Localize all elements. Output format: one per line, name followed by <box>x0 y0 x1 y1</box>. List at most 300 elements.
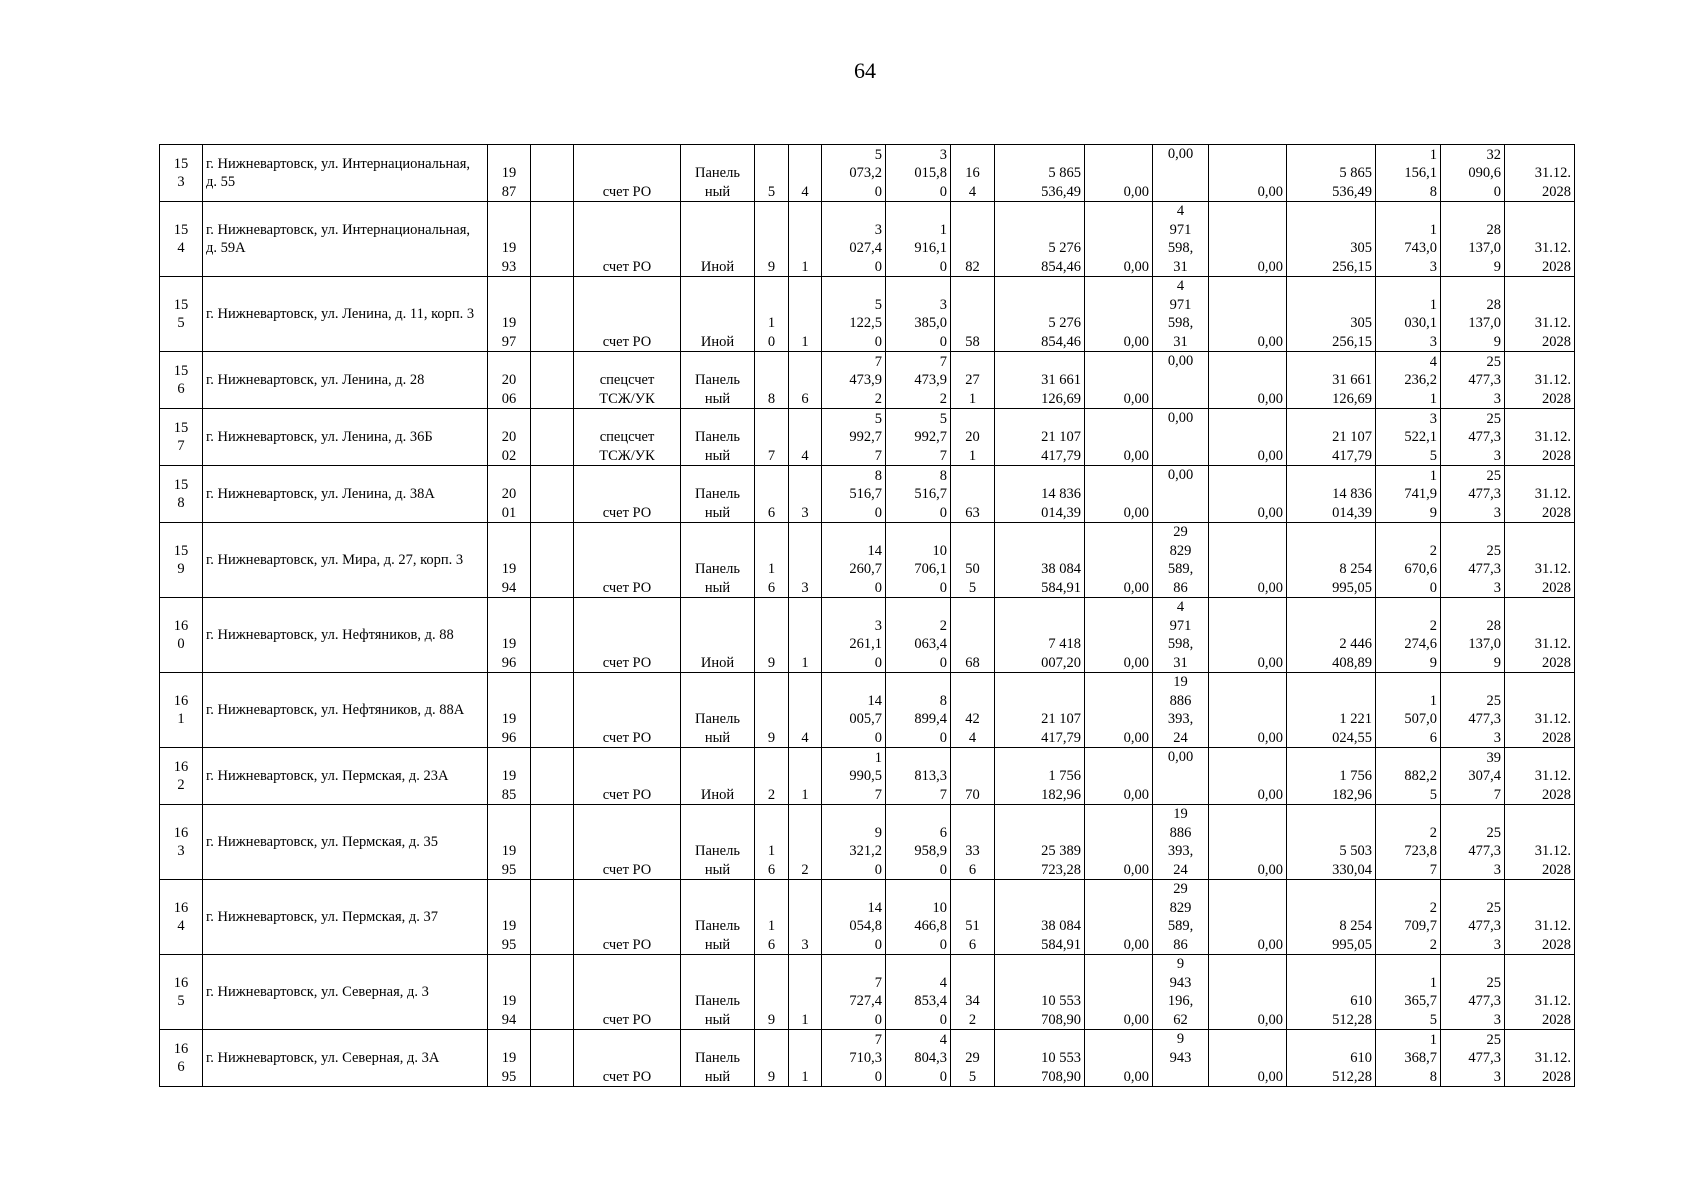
cell-value: 63 <box>965 504 980 521</box>
cell-blank <box>531 748 574 805</box>
cell-cost-a <box>1085 880 1153 955</box>
cell-cost-a <box>1085 1030 1153 1087</box>
cell-value: 7 473,9 2 <box>849 353 882 407</box>
cell-area-total <box>822 523 886 598</box>
cell-deadline <box>1505 277 1575 352</box>
cell-limit-cost <box>1441 352 1505 409</box>
cell-value: 16 2 <box>173 758 189 793</box>
cell-value: 0,00 <box>1257 447 1283 464</box>
cell-value: 21 107 417,79 <box>1041 711 1081 746</box>
cell-value: 1 <box>801 1068 809 1085</box>
table-row <box>160 598 1575 673</box>
cell-value: счет РО <box>602 1011 652 1028</box>
cell-limit-cost <box>1441 955 1505 1030</box>
cell-value: счет РО <box>602 936 652 953</box>
cell-material <box>681 748 755 805</box>
cell-value: 32 090,6 0 <box>1468 146 1501 200</box>
cell-deadline <box>1505 409 1575 466</box>
cell-no <box>160 1030 203 1087</box>
cell-value: 14 054,8 0 <box>849 899 882 953</box>
cell-value: 4 971 598, 31 <box>1167 278 1194 350</box>
cell-value: 6 <box>767 504 776 521</box>
cell-value: г. Нижневартовск, ул. Нефтяников, д. 88А <box>206 701 465 718</box>
cell-area-total <box>822 1030 886 1087</box>
cell-value: счет РО <box>602 1068 652 1085</box>
cell-cost-d <box>1287 1030 1376 1087</box>
cell-year <box>488 955 531 1030</box>
cell-residents <box>951 466 995 523</box>
cell-area-living <box>886 202 951 277</box>
cell-value: 0,00 <box>1123 1068 1149 1085</box>
cell-value: г. Нижневартовск, ул. Северная, д. 3А <box>206 1049 440 1066</box>
cell-residents <box>951 673 995 748</box>
cell-value: 16 6 <box>173 1040 189 1075</box>
cell-value: 9 943 <box>1169 1031 1192 1066</box>
cell-area-living <box>886 466 951 523</box>
cell-area-living <box>886 805 951 880</box>
cell-value: 1 368,7 8 <box>1404 1031 1437 1085</box>
cell-blank <box>531 409 574 466</box>
cell-value: 1 <box>801 786 809 803</box>
cell-value: 39 307,4 7 <box>1468 749 1501 803</box>
cell-address <box>203 598 488 673</box>
cell-value: 0,00 <box>1123 390 1149 407</box>
cell-value: 19 87 <box>501 165 517 200</box>
cell-value: спецсчет ТСЖ/УК <box>599 372 655 407</box>
cell-value: 31.12. 2028 <box>1534 636 1571 671</box>
table-row <box>160 277 1575 352</box>
cell-residents <box>951 805 995 880</box>
cell-value: 0,00 <box>1123 504 1149 521</box>
cell-cost-b <box>1153 202 1209 277</box>
cell-area-total <box>822 409 886 466</box>
cell-value: 31.12. 2028 <box>1534 993 1571 1028</box>
cell-value: 5 865 536,49 <box>1332 165 1372 200</box>
cell-fund <box>574 409 681 466</box>
cell-value: 1 741,9 9 <box>1404 467 1437 521</box>
cell-cost-d <box>1287 466 1376 523</box>
table-row <box>160 880 1575 955</box>
cell-area-living <box>886 748 951 805</box>
cell-cost-a <box>1085 955 1153 1030</box>
cell-cost-total <box>995 955 1085 1030</box>
cell-value: 3 015,8 0 <box>914 146 947 200</box>
cell-area-total <box>822 202 886 277</box>
cell-cost-c <box>1209 598 1287 673</box>
cell-value: 31.12. 2028 <box>1534 165 1571 200</box>
cell-year <box>488 409 531 466</box>
cell-value: 50 5 <box>965 561 980 596</box>
cell-value: 38 084 584,91 <box>1041 561 1081 596</box>
cell-cost-b <box>1153 466 1209 523</box>
cell-value: г. Нижневартовск, ул. Пермская, д. 23А <box>206 767 449 784</box>
cell-unit-cost <box>1376 409 1441 466</box>
cell-area-total <box>822 598 886 673</box>
cell-value: 16 0 <box>173 617 189 652</box>
cell-value: 10 553 708,90 <box>1041 1050 1081 1085</box>
cell-value: г. Нижневартовск, ул. Ленина, д. 11, корп. 3 <box>206 305 475 322</box>
cell-deadline <box>1505 880 1575 955</box>
cell-unit-cost <box>1376 352 1441 409</box>
cell-floors <box>755 598 789 673</box>
cell-deadline <box>1505 673 1575 748</box>
cell-value: 0,00 <box>1123 579 1149 596</box>
table-row <box>160 1030 1575 1087</box>
cell-value: 19 93 <box>501 240 517 275</box>
cell-value: 8 899,4 0 <box>914 692 947 746</box>
cell-value: г. Нижневартовск, ул. Северная, д. 3 <box>206 983 429 1000</box>
cell-area-living <box>886 598 951 673</box>
table-row <box>160 409 1575 466</box>
cell-entrances <box>789 673 822 748</box>
cell-entrances <box>789 880 822 955</box>
cell-floors <box>755 805 789 880</box>
cell-address <box>203 352 488 409</box>
cell-value: 14 005,7 0 <box>849 692 882 746</box>
cell-value: 16 5 <box>173 974 189 1009</box>
cell-value: 25 477,3 3 <box>1468 542 1501 596</box>
cell-value: Панель ный <box>695 993 740 1028</box>
cell-value: 15 8 <box>173 476 189 511</box>
cell-value: 0,00 <box>1123 258 1149 275</box>
cell-area-total <box>822 145 886 202</box>
cell-address <box>203 145 488 202</box>
cell-limit-cost <box>1441 598 1505 673</box>
cell-value: 0,00 <box>1257 390 1283 407</box>
cell-value: 882,2 5 <box>1404 768 1437 803</box>
cell-deadline <box>1505 805 1575 880</box>
cell-entrances <box>789 466 822 523</box>
cell-value: 19 95 <box>501 1050 517 1085</box>
cell-value: 0,00 <box>1123 936 1149 953</box>
cell-value: 1 <box>801 654 809 671</box>
cell-value: 14 836 014,39 <box>1332 486 1372 521</box>
cell-value: г. Нижневартовск, ул. Ленина, д. 36Б <box>206 428 433 445</box>
cell-value: 1 221 024,55 <box>1332 711 1372 746</box>
cell-cost-b <box>1153 1030 1209 1087</box>
cell-cost-a <box>1085 598 1153 673</box>
cell-value: 0,00 <box>1123 654 1149 671</box>
cell-limit-cost <box>1441 805 1505 880</box>
cell-value: 305 256,15 <box>1332 240 1372 275</box>
cell-material <box>681 805 755 880</box>
cell-fund <box>574 880 681 955</box>
cell-value: 38 084 584,91 <box>1041 918 1081 953</box>
cell-value: 31.12. 2028 <box>1534 918 1571 953</box>
cell-cost-a <box>1085 523 1153 598</box>
cell-value: 7 473,9 2 <box>914 353 947 407</box>
cell-value: счет РО <box>602 504 652 521</box>
cell-deadline <box>1505 748 1575 805</box>
cell-value: 0,00 <box>1257 504 1283 521</box>
cell-value: 4 <box>801 183 809 200</box>
cell-material <box>681 955 755 1030</box>
cell-deadline <box>1505 1030 1575 1087</box>
cell-cost-a <box>1085 277 1153 352</box>
cell-residents <box>951 598 995 673</box>
cell-year <box>488 523 531 598</box>
cell-value: 1 156,1 8 <box>1404 146 1437 200</box>
cell-value: 31.12. 2028 <box>1534 315 1571 350</box>
cell-value: 0,00 <box>1123 447 1149 464</box>
cell-value: 1 365,7 5 <box>1404 974 1437 1028</box>
cell-limit-cost <box>1441 145 1505 202</box>
cell-value: 19 886 393, 24 <box>1167 806 1194 878</box>
cell-value: 0,00 <box>1257 729 1283 746</box>
cell-value: 0,00 <box>1257 1068 1283 1085</box>
cell-value: счет РО <box>602 579 652 596</box>
cell-value: 610 512,28 <box>1332 1050 1372 1085</box>
cell-value: г. Нижневартовск, ул. Пермская, д. 37 <box>206 908 438 925</box>
cell-address <box>203 523 488 598</box>
cell-residents <box>951 955 995 1030</box>
cell-value: 1 916,1 0 <box>914 221 947 275</box>
cell-value: 2 709,7 2 <box>1404 899 1437 953</box>
cell-cost-a <box>1085 202 1153 277</box>
cell-address <box>203 1030 488 1087</box>
cell-floors <box>755 145 789 202</box>
cell-deadline <box>1505 523 1575 598</box>
cell-value: 19 94 <box>501 561 517 596</box>
cell-cost-b <box>1153 880 1209 955</box>
cell-no <box>160 409 203 466</box>
cell-value: 7 727,4 0 <box>849 974 882 1028</box>
cell-unit-cost <box>1376 466 1441 523</box>
cell-value: 25 477,3 3 <box>1468 410 1501 464</box>
cell-value: 0,00 <box>1123 183 1149 200</box>
cell-value: 1 743,0 3 <box>1404 221 1437 275</box>
cell-entrances <box>789 1030 822 1087</box>
cell-cost-a <box>1085 748 1153 805</box>
cell-cost-d <box>1287 880 1376 955</box>
cell-area-living <box>886 277 951 352</box>
cell-value: 0,00 <box>1257 786 1283 803</box>
cell-value: 27 1 <box>965 372 980 407</box>
cell-value: 4 971 598, 31 <box>1167 599 1194 671</box>
cell-value: 15 7 <box>173 419 189 454</box>
cell-value: Панель ный <box>695 486 740 521</box>
cell-value: 0,00 <box>1257 861 1283 878</box>
cell-unit-cost <box>1376 805 1441 880</box>
cell-no <box>160 955 203 1030</box>
cell-value: 0,00 <box>1167 353 1194 369</box>
cell-unit-cost <box>1376 145 1441 202</box>
cell-value: 3 027,4 0 <box>849 221 882 275</box>
cell-value: 1 6 <box>767 843 776 878</box>
cell-value: 31.12. 2028 <box>1534 1050 1571 1085</box>
cell-value: 5 276 854,46 <box>1041 315 1081 350</box>
cell-year <box>488 748 531 805</box>
cell-value: 0,00 <box>1257 258 1283 275</box>
cell-cost-c <box>1209 748 1287 805</box>
cell-material <box>681 1030 755 1087</box>
cell-address <box>203 880 488 955</box>
cell-value: 4 <box>801 729 809 746</box>
cell-cost-total <box>995 598 1085 673</box>
cell-fund <box>574 352 681 409</box>
cell-cost-b <box>1153 598 1209 673</box>
cell-value: 19 97 <box>501 315 517 350</box>
page-number: 64 <box>854 58 876 83</box>
table-row <box>160 523 1575 598</box>
cell-value: Иной <box>700 654 735 671</box>
cell-blank <box>531 277 574 352</box>
cell-value: 2 446 408,89 <box>1332 636 1372 671</box>
cell-area-total <box>822 880 886 955</box>
cell-value: 31.12. 2028 <box>1534 240 1571 275</box>
cell-blank <box>531 955 574 1030</box>
cell-no <box>160 352 203 409</box>
cell-value: 3 385,0 0 <box>914 296 947 350</box>
cell-value: 0,00 <box>1167 146 1194 162</box>
cell-year <box>488 673 531 748</box>
cell-value: 7 418 007,20 <box>1041 636 1081 671</box>
cell-value: 4 <box>801 447 809 464</box>
cell-limit-cost <box>1441 409 1505 466</box>
cell-cost-d <box>1287 202 1376 277</box>
cell-value: г. Нижневартовск, ул. Интернациональная, д. 55 <box>206 155 471 190</box>
cell-fund <box>574 673 681 748</box>
cell-no <box>160 523 203 598</box>
cell-year <box>488 1030 531 1087</box>
cell-cost-total <box>995 352 1085 409</box>
cell-value: 29 5 <box>965 1050 980 1085</box>
cell-blank <box>531 598 574 673</box>
cell-value: 31.12. 2028 <box>1534 711 1571 746</box>
cell-value: 25 477,3 3 <box>1468 1031 1501 1085</box>
cell-material <box>681 145 755 202</box>
cell-cost-total <box>995 202 1085 277</box>
cell-limit-cost <box>1441 202 1505 277</box>
cell-value: Иной <box>700 786 735 803</box>
cell-area-total <box>822 748 886 805</box>
cell-value: 7 <box>767 447 776 464</box>
cell-cost-c <box>1209 955 1287 1030</box>
cell-value: г. Нижневартовск, ул. Пермская, д. 35 <box>206 833 438 850</box>
cell-fund <box>574 805 681 880</box>
cell-value: 33 6 <box>965 843 980 878</box>
cell-year <box>488 145 531 202</box>
cell-fund <box>574 1030 681 1087</box>
cell-material <box>681 409 755 466</box>
cell-value: 1 <box>801 333 809 350</box>
cell-area-living <box>886 352 951 409</box>
cell-value: 21 107 417,79 <box>1041 429 1081 464</box>
cell-material <box>681 466 755 523</box>
cell-deadline <box>1505 145 1575 202</box>
cell-fund <box>574 277 681 352</box>
cell-value: 1 756 182,96 <box>1332 768 1372 803</box>
cell-entrances <box>789 748 822 805</box>
cell-value: 20 1 <box>965 429 980 464</box>
cell-value: 2 <box>801 861 809 878</box>
cell-area-total <box>822 805 886 880</box>
cell-residents <box>951 880 995 955</box>
cell-value: 58 <box>965 333 980 350</box>
cell-residents <box>951 1030 995 1087</box>
cell-cost-d <box>1287 673 1376 748</box>
cell-value: 5 276 854,46 <box>1041 240 1081 275</box>
cell-cost-total <box>995 748 1085 805</box>
cell-value: 19 94 <box>501 993 517 1028</box>
cell-value: 20 06 <box>501 372 517 407</box>
table-row <box>160 955 1575 1030</box>
cell-value: 20 01 <box>501 486 517 521</box>
cell-value: 0,00 <box>1257 183 1283 200</box>
cell-cost-total <box>995 880 1085 955</box>
cell-material <box>681 352 755 409</box>
cell-cost-c <box>1209 805 1287 880</box>
cell-value: 0,00 <box>1123 333 1149 350</box>
cell-entrances <box>789 277 822 352</box>
cell-value: 1 507,0 6 <box>1404 692 1437 746</box>
cell-address <box>203 955 488 1030</box>
cell-area-living <box>886 880 951 955</box>
cell-value: 8 516,7 0 <box>849 467 882 521</box>
cell-value: 16 4 <box>173 899 189 934</box>
cell-residents <box>951 352 995 409</box>
cell-value: счет РО <box>602 786 652 803</box>
cell-cost-d <box>1287 352 1376 409</box>
cell-cost-b <box>1153 805 1209 880</box>
cell-value: г. Нижневартовск, ул. Ленина, д. 28 <box>206 371 425 388</box>
cell-cost-a <box>1085 805 1153 880</box>
cell-value: счет РО <box>602 183 652 200</box>
cell-value: 1 0 <box>767 315 776 350</box>
cell-residents <box>951 277 995 352</box>
cell-value: 31.12. 2028 <box>1534 843 1571 878</box>
cell-value: Панель ный <box>695 843 740 878</box>
cell-unit-cost <box>1376 673 1441 748</box>
cell-value: Иной <box>700 258 735 275</box>
cell-address <box>203 466 488 523</box>
cell-year <box>488 466 531 523</box>
cell-value: 31 661 126,69 <box>1332 372 1372 407</box>
cell-value: 82 <box>965 258 980 275</box>
cell-floors <box>755 880 789 955</box>
cell-value: 0,00 <box>1257 1011 1283 1028</box>
cell-cost-c <box>1209 409 1287 466</box>
cell-deadline <box>1505 466 1575 523</box>
cell-value: 0,00 <box>1257 936 1283 953</box>
cell-unit-cost <box>1376 523 1441 598</box>
cell-fund <box>574 466 681 523</box>
cell-value: 28 137,0 9 <box>1468 296 1501 350</box>
cell-cost-d <box>1287 955 1376 1030</box>
cell-limit-cost <box>1441 466 1505 523</box>
cell-value: 9 <box>767 1068 776 1085</box>
cell-value: 15 6 <box>173 362 189 397</box>
cell-value: 7 710,3 0 <box>849 1031 882 1085</box>
cell-value: 305 256,15 <box>1332 315 1372 350</box>
cell-residents <box>951 145 995 202</box>
cell-fund <box>574 202 681 277</box>
cell-entrances <box>789 202 822 277</box>
cell-value: 3 <box>801 504 809 521</box>
cell-cost-d <box>1287 409 1376 466</box>
cell-cost-a <box>1085 352 1153 409</box>
cell-value: 15 9 <box>173 542 189 577</box>
cell-no <box>160 598 203 673</box>
cell-fund <box>574 748 681 805</box>
cell-limit-cost <box>1441 1030 1505 1087</box>
cell-value: 29 829 589, 86 <box>1167 524 1194 596</box>
cell-value: 25 477,3 3 <box>1468 974 1501 1028</box>
cell-value: 3 <box>801 579 809 596</box>
cell-cost-a <box>1085 466 1153 523</box>
cell-value: Иной <box>700 333 735 350</box>
cell-material <box>681 598 755 673</box>
